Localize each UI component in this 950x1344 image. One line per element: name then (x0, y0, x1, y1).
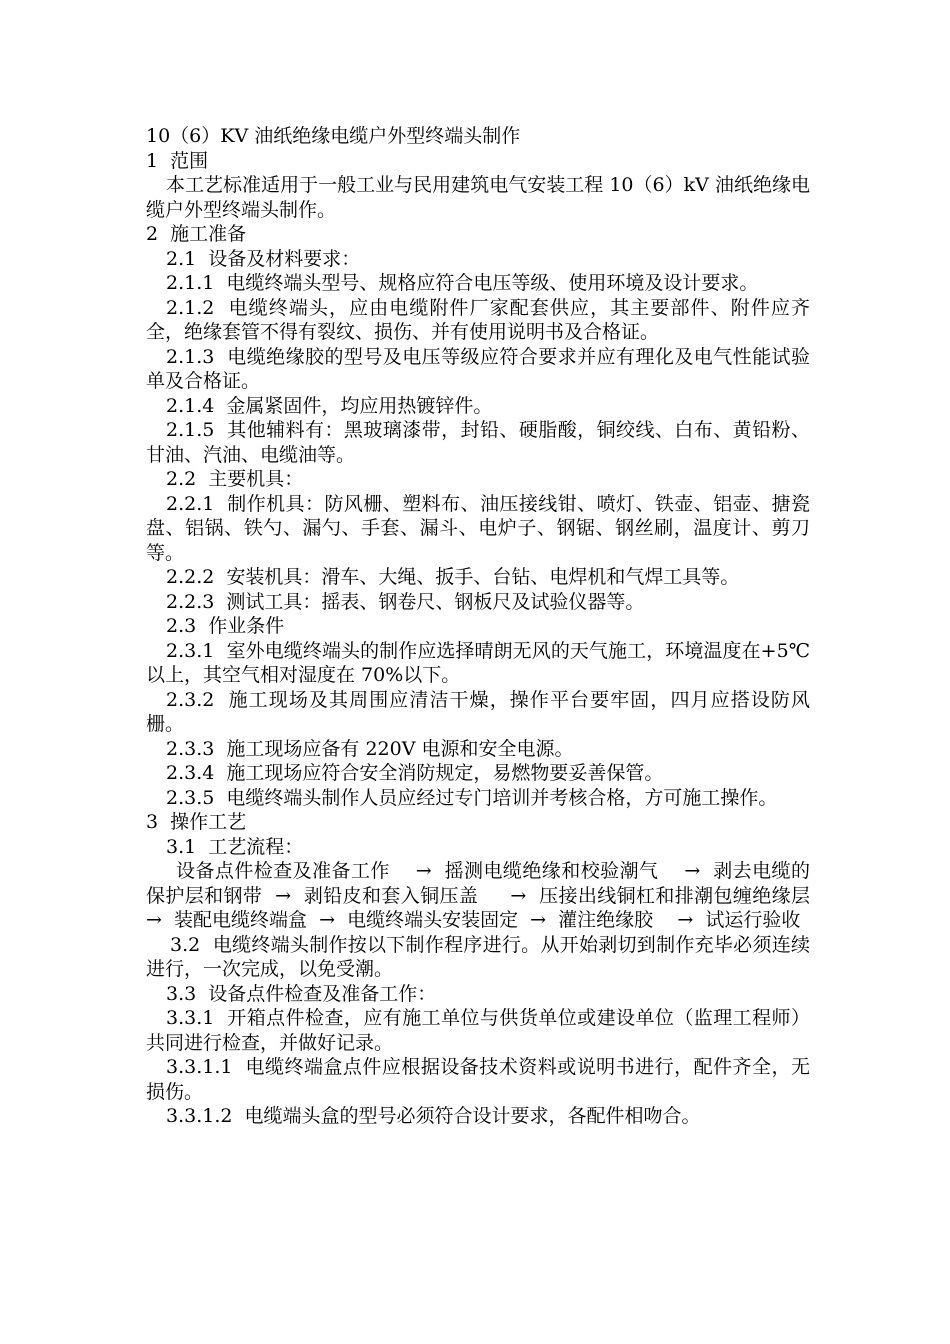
paragraph: 本工艺标准适用于一般工业与民用建筑电气安装工程 10（6）kV 油纸绝缘电缆户外型终端头制作。 (146, 174, 810, 221)
paragraph: 3.3.1.1 电缆终端盒点件应根据设备技术资料或说明书进行，配件齐全，无损伤。 (146, 1056, 810, 1103)
paragraph: 2.3.4 施工现场应符合安全消防规定，易燃物要妥善保管。 (166, 762, 664, 784)
paragraph: 2 施工准备 (146, 223, 247, 245)
paragraph: 3.2 电缆终端头制作按以下制作程序进行。从开始剥切到制作充毕必须连续进行，一次完成，以免受潮。 (146, 933, 810, 980)
paragraph: 2.1.1 电缆终端头型号、规格应符合电压等级、使用环境及设计要求。 (166, 272, 759, 294)
paragraph: 2.3.1 室外电缆终端头的制作应选择晴朗无风的天气施工，环境温度在+5℃以上，其空气相对湿度在 70%以下。 (146, 639, 810, 686)
paragraph: 2.3 作业条件 (166, 615, 285, 637)
paragraph: 2.3.2 施工现场及其周围应清洁干燥，操作平台要牢固，四月应搭设防风栅。 (146, 688, 810, 735)
paragraph: 2.3.3 施工现场应备有 220V 电源和安全电源。 (166, 737, 574, 760)
paragraph: 2.3.5 电缆终端头制作人员应经过专门培训并考核合格，方可施工操作。 (166, 786, 778, 809)
paragraph: 2.1.2 电缆终端头，应由电缆附件厂家配套供应，其主要部件、附件应齐全，绝缘套管不得有裂纹、损伤、并有使用说明书及合格证。 (146, 296, 810, 343)
paragraph: 设备点件检查及准备工作 → 摇测电缆绝缘和校验潮气 → 剥去电缆的保护层和钢带 → 剥铅皮和套入铜压盖 → 压接出线铜杠和排潮包缠绝缘层 → 装配电缆终端盒 → 电缆终端头安装固定 → 灌注绝缘胶 → 试运行验收 (146, 860, 835, 931)
paragraph: 3.3.1.2 电缆端头盒的型号必须符合设计要求，各配件相吻合。 (166, 1105, 701, 1127)
paragraph: 3.3 设备点件检查及准备工作： (166, 982, 437, 1005)
paragraph: 3.1 工艺流程： (166, 835, 304, 858)
paragraph: 2.2.2 安装机具：滑车、大绳、扳手、台钻、电焊机和气焊工具等。 (166, 566, 740, 588)
paragraph: 2.2.3 测试工具：摇表、钢卷尺、钢板尺及试验仪器等。 (166, 590, 645, 613)
paragraph: 2.1.3 电缆绝缘胶的型号及电压等级应符合要求并应有理化及电气性能试验单及合格证。 (146, 345, 810, 392)
paragraph: 3 操作工艺 (146, 811, 247, 833)
document-page (146, 124, 835, 1129)
paragraph: 1 范围 (146, 149, 209, 172)
paragraph: 3.3.1 开箱点件检查，应有施工单位与供货单位或建设单位（监理工程师）共同进行检查，并做好记录。 (146, 1007, 810, 1054)
paragraph: 2.2.1 制作机具：防风栅、塑料布、油压接线钳、喷灯、铁壶、铝壶、搪瓷盘、铝锅、铁勺、漏勺、手套、漏斗、电炉子、钢锯、钢丝刷，温度计、剪刀等。 (146, 492, 810, 564)
paragraph: 2.1 设备及材料要求： (166, 247, 361, 270)
paragraph: 2.2 主要机具： (166, 468, 304, 490)
paragraph: 2.1.4 金属紧固件，均应用热镀锌件。 (166, 394, 493, 417)
document-body (146, 149, 835, 1129)
paragraph: 2.1.5 其他辅料有：黑玻璃漆带，封铅、硬脂酸，铜绞线、白布、黄铅粉、甘油、汽油、电缆油等。 (146, 419, 810, 466)
document-title: 10（6）KV 油纸绝缘电缆户外型终端头制作 (146, 125, 521, 147)
